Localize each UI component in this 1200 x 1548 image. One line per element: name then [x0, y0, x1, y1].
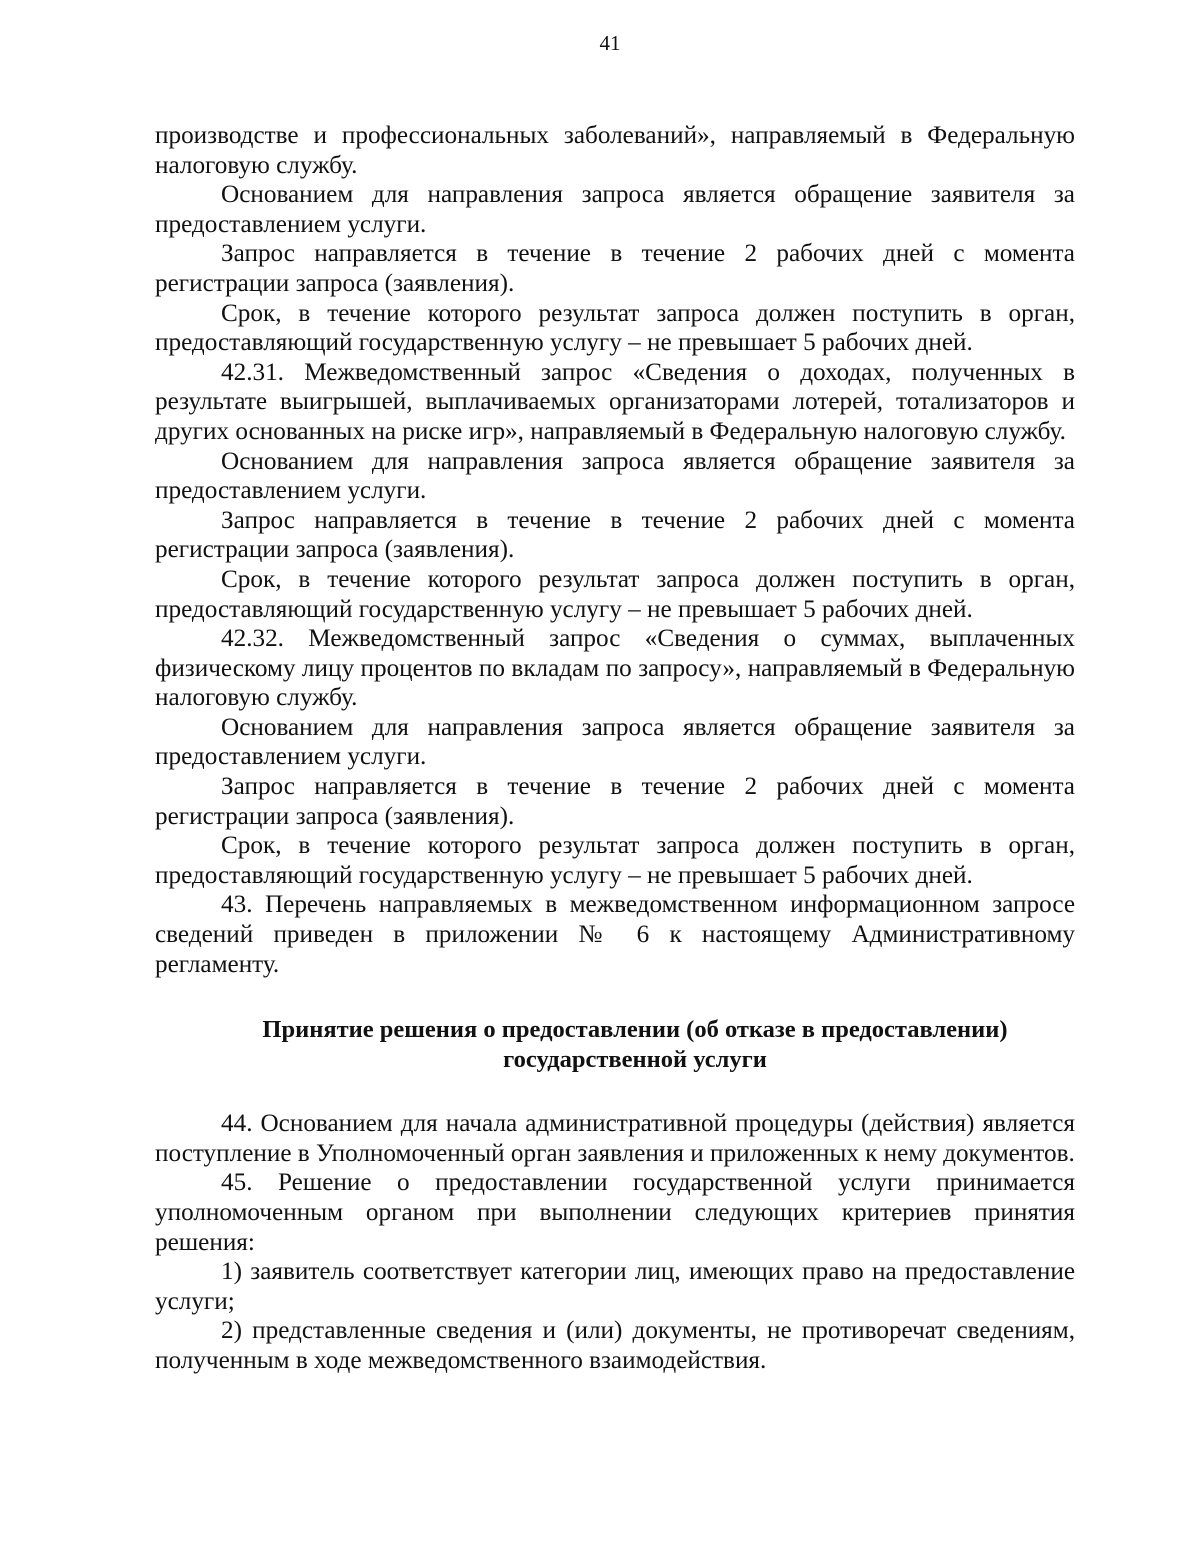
paragraph-item-42-32: 42.32. Межведомственный запрос «Сведения о суммах, выплаченных физическому лицу процентов по вкладам по запросу», направляемый в Федеральную налоговую службу.	[155, 625, 1075, 712]
paragraph: Основанием для направления запроса является обращение заявителя за предоставлением услуги.	[155, 447, 1075, 505]
paragraph: Срок, в течение которого результат запроса должен поступить в орган, предоставляющий государственную услугу – не превышает 5 рабочих дней.	[155, 565, 1075, 623]
section-heading	[155, 1015, 1075, 1075]
section-heading-line-2: государственной услуги	[503, 1046, 767, 1074]
paragraph: Запрос направляется в течение в течение 2 рабочих дней с момента регистрации запроса (заявления).	[155, 506, 1075, 564]
paragraph: Запрос направляется в течение в течение 2 рабочих дней с момента регистрации запроса (заявления).	[155, 240, 1075, 297]
paragraph: Основанием для направления запроса является обращение заявителя за предоставлением услуги.	[155, 181, 1075, 238]
criterion-item-1: 1) заявитель соответствует категории лиц, имеющих право на предоставление услуги;	[155, 1258, 1075, 1315]
paragraph: Срок, в течение которого результат запроса должен поступить в орган, предоставляющий государственную услугу – не превышает 5 рабочих дней.	[155, 832, 1075, 889]
paragraph: Основанием для направления запроса является обращение заявителя за предоставлением услуги.	[155, 713, 1075, 771]
paragraph-item-44: 44. Основанием для начала административной процедуры (действия) является поступление в Уполномоченный орган заявления и приложенных к нему документов.	[155, 1110, 1075, 1167]
criterion-item-2: 2) представленные сведения и (или) документы, не противоречат сведениям, полученным в ходе межведомственного взаимодействия.	[155, 1317, 1075, 1374]
document-body	[155, 121, 1075, 1376]
paragraph: Запрос направляется в течение в течение 2 рабочих дней с момента регистрации запроса (заявления).	[155, 773, 1075, 830]
paragraph-item-45: 45. Решение о предоставлении государственной услуги принимается уполномоченным органом при выполнении следующих критериев принятия решения:	[155, 1169, 1075, 1256]
page-number: 41	[599, 31, 621, 55]
paragraph-item-43: 43. Перечень направляемых в межведомственном информационном запросе сведений приведен в приложении № 6 к настоящему Административному регламенту.	[155, 891, 1075, 978]
paragraph-item-42-31: 42.31. Межведомственный запрос «Сведения о доходах, полученных в результате выигрышей, выплачиваемых организаторами лотерей, тотализаторов и других основанных на риске игр», направляемый в Федеральную налоговую службу.	[155, 358, 1075, 445]
paragraph: Срок, в течение которого результат запроса должен поступить в орган, предоставляющий государственную услугу – не превышает 5 рабочих дней.	[155, 299, 1075, 357]
paragraph: производстве и профессиональных заболеваний», направляемый в Федеральную налоговую службу.	[155, 122, 1075, 179]
section-heading-line-1: Принятие решения о предоставлении (об отказе в предоставлении)	[262, 1016, 1008, 1044]
